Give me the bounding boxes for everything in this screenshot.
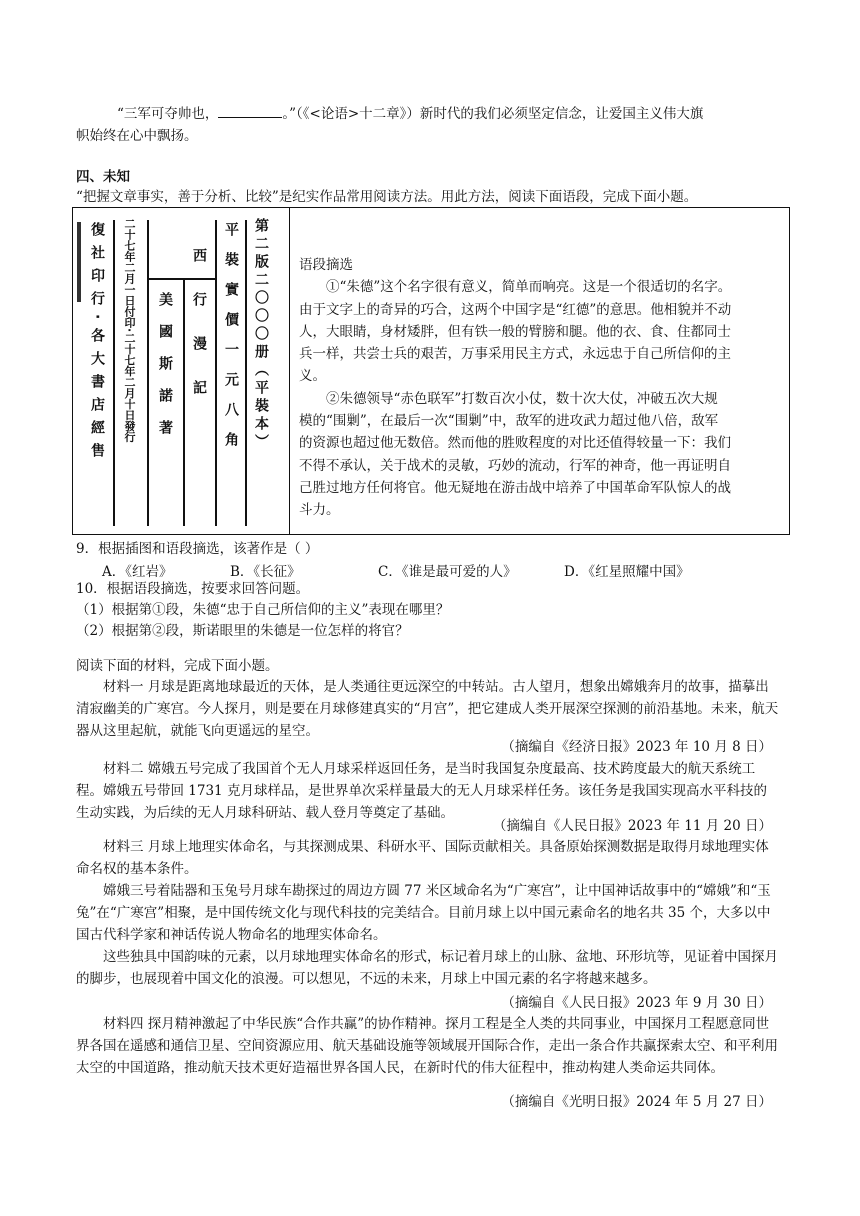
quote-after-blank: 。”（《<论语>十二章》）新时代的我们必须坚定信念，让爱国主义伟大旗 <box>282 106 704 122</box>
excerpt-p2-line4: 不得不承认，关于战术的灵敏，巧妙的流动，行军的神奇，他一再证明自 <box>299 457 731 474</box>
question-10: 10．根据语段摘选，按要求回答问题。 <box>76 581 310 597</box>
material-2: 材料二 嫦娥五号完成了我国首个无人月球采样返回任务，是当时我国复杂度最高、技术跨度最大的航天系统工程。嫦娥五号带回 1731 克月球样品，是世界单次采样量最大的无人月球采样任务。该任务是我国实现高水平科技的生动实践，为后续的无人月球科研站、载人登月等奠定了基础。 <box>76 761 767 822</box>
question-10-1: （1）根据第①段，朱德“忠于自己所信仰的主义”表现在哪里？ <box>76 602 450 618</box>
cover-col-dates: 二十七年二月一日付印·二十七年二月十日發行 <box>123 218 136 443</box>
quote-before-blank: “三军可夺帅也， <box>117 106 219 122</box>
material-3-para1: 材料三 月球上地理实体命名，与其探测成果、科研水平、国际贡献相关。具备原始探测数据是取得月球地理实体命名权的基本条件。 <box>76 839 769 878</box>
cover-col-price: 平裝實價一元八角 <box>223 222 239 462</box>
q9-option-b[interactable]: B．《长征》 <box>230 564 301 580</box>
material-3-para3: 这些独具中国韵味的元素，以月球地理实体命名的形式，标记着月球上的山脉、盆地、环形坑等，见证着中国探月的脚步，也展现着中国文化的浪漫。可以想见，不远的未来，月球上中国元素的名字将越来越多。 <box>76 949 778 988</box>
excerpt-title: 语段摘选 <box>299 257 353 273</box>
cover-col-title: 西行漫記 <box>191 248 207 424</box>
question-10-2: （2）根据第②段，斯诺眼里的朱德是一位怎样的将官？ <box>76 623 409 639</box>
section-heading: 四、未知 <box>76 169 130 185</box>
excerpt-p2-line3: 的资源也超过他无数倍。然而他的胜败程度的对比还值得较量一下：我们 <box>299 435 731 452</box>
excerpt-text <box>299 254 784 522</box>
material-1-source: （摘编自《经济日报》2023 年 10 月 8 日） <box>501 739 772 755</box>
material-3-source: （摘编自《人民日报》2023 年 9 月 30 日） <box>501 995 772 1011</box>
excerpt-p1-line1: ①“朱德”这个名字很有意义，简单而响亮。这是一个很适切的名字。 <box>326 279 732 296</box>
section-instruction: “把握文章事实，善于分析、比较”是纪实作品常用阅读方法。用此方法，阅读下面语段，完成下面小题。 <box>76 189 698 205</box>
excerpt-p1-line5: 义。 <box>299 368 326 385</box>
excerpt-p1-line2: 由于文字上的奇异的巧合，这两个中国字是“红德”的意思。他相貌并不动 <box>299 301 732 318</box>
excerpt-p2-line5: 己胜过地方任何将官。他无疑地在游击战中培养了中国革命军队惊人的战 <box>299 479 731 496</box>
excerpt-p1-line3: 人，大眼睛，身材矮胖，但有铁一般的臂膀和腿。他的衣、食、住都同士 <box>299 323 731 340</box>
material-4-source: （摘编自《光明日报》2024 年 5 月 27 日） <box>501 1094 772 1110</box>
excerpt-table <box>72 207 790 535</box>
excerpt-p2-line6: 斗力。 <box>299 502 340 519</box>
cover-col-author: 美國斯諾著 <box>157 292 173 452</box>
book-cover-image <box>73 208 290 534</box>
excerpt-p1-line4: 兵一样，共尝士兵的艰苦，万事采用民主方式，永远忠于自己所信仰的主 <box>299 346 731 363</box>
question-9: 9．根据插图和语段摘选，该著作是（ ） <box>76 541 319 557</box>
intro-quote-line2: 帜始终在心中飘扬。 <box>76 128 198 144</box>
intro-quote-line1 <box>117 103 703 125</box>
answer-blank[interactable] <box>218 103 282 118</box>
material-1: 材料一 月球是距离地球最近的天体，是人类通往更远深空的中转站。古人望月，想象出嫦娥奔月的故事，描摹出清寂幽美的广寒宫。今人探月，则是要在月球修建真实的“月宫”，把它建成人类开展深空探测的前沿基地。未来，航天器从这里起航，就能飞向更遥远的星空。 <box>76 679 779 740</box>
excerpt-p2-line1: ②朱德领导“赤色联军”打数百次小仗，数十次大仗，冲破五次大规 <box>326 390 718 407</box>
q9-option-c[interactable]: C．《谁是最可爱的人》 <box>378 564 517 580</box>
material-2-source: （摘编自《人民日报》2023 年 11 月 20 日） <box>492 818 772 834</box>
excerpt-p2-line2: 模的“围剿”，在最后一次“围剿”中，敌军的进攻武力超过他八倍，敌军 <box>299 413 719 430</box>
cover-col-edition: 第二版二〇〇〇册（平裝本） <box>253 218 269 452</box>
material-4: 材料四 探月精神激起了中华民族“合作共赢”的协作精神。探月工程是全人类的共同事业，中国探月工程愿意同世界各国在遥感和通信卫星、空间资源应用、航天基础设施等领域展开国际合作，走出一条合作共赢探索太空、和平利用太空的中国道路，推动航天技术更好造福世界各国人民，在新时代的伟大征程中，推动构建人类命运共同体。 <box>76 1016 778 1077</box>
q9-option-d[interactable]: D．《红星照耀中国》 <box>564 564 690 580</box>
reading-instruction: 阅读下面的材料，完成下面小题。 <box>76 658 279 674</box>
cover-col-publisher: 復社印行·各大書店經售 <box>89 222 105 467</box>
q9-option-a[interactable]: A．《红岩》 <box>102 564 173 580</box>
material-3-para2: 嫦娥三号着陆器和玉兔号月球车勘探过的周边方圆 77 米区域命名为“广寒宫”，让中国神话故事中的“嫦娥”和“玉兔”在“广寒宫”相聚，是中国传统文化与现代科技的完美结合。目前月球上以中国元素命名的地名共 35 个，大多以中国古代科学家和神话传说人物命名的地理实体命名。 <box>76 883 771 944</box>
